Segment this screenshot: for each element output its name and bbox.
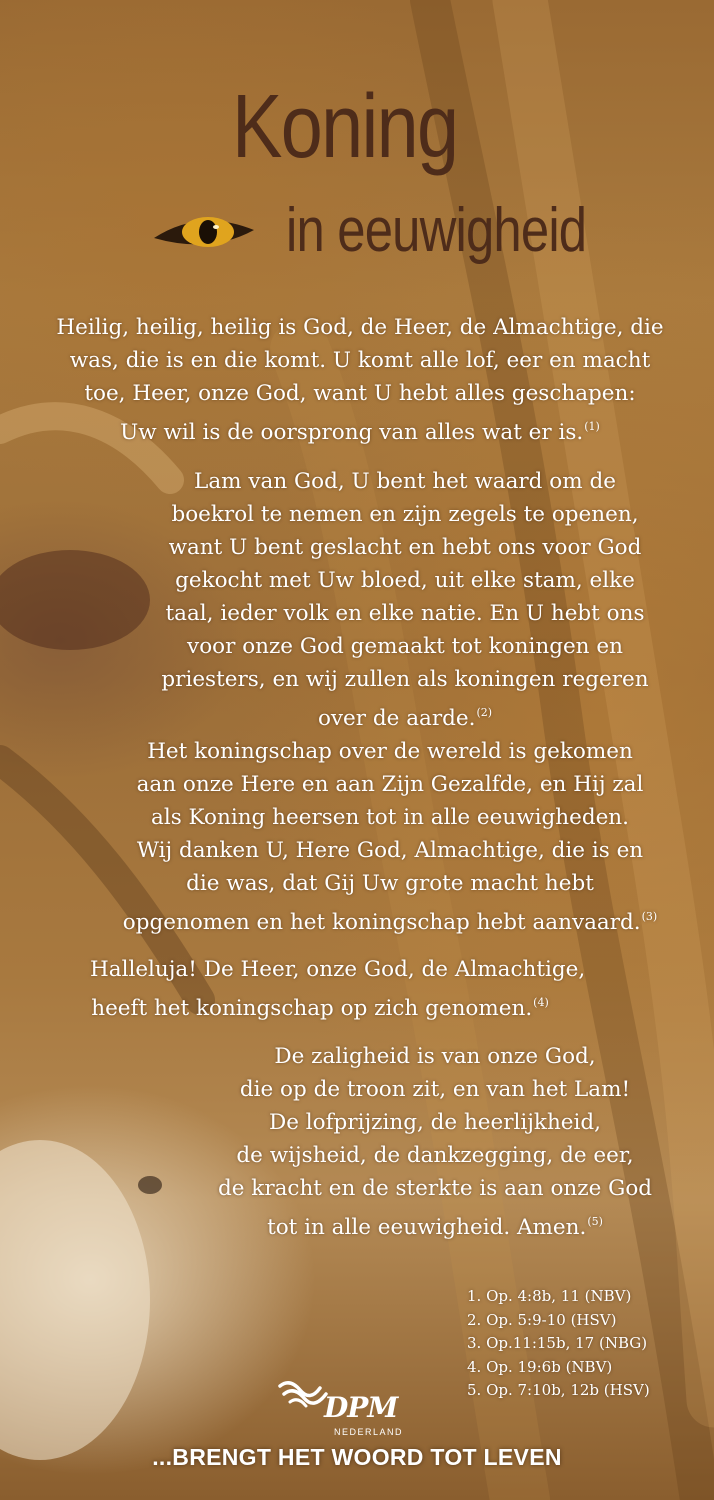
reference-item: 2. Op. 5:9-10 (HSV) bbox=[467, 1310, 617, 1329]
reference-item: 1. Op. 4:8b, 11 (NBV) bbox=[467, 1287, 632, 1305]
verse-line: tot in alle eeuwigheid. Amen. bbox=[267, 1215, 587, 1240]
dpm-logo bbox=[276, 1376, 416, 1441]
verse-line: Halleluja! De Heer, onze God, de Almachtige, bbox=[90, 957, 586, 982]
verse-line: die op de troon zit, en van het Lam! bbox=[239, 1077, 631, 1102]
logo-name: DPM bbox=[324, 1391, 398, 1424]
title-sub: in eeuwigheid bbox=[286, 196, 587, 265]
reference-item: 5. Op. 7:10b, 12b (HSV) bbox=[467, 1381, 650, 1399]
verse-line: voor onze God gemaakt tot koningen en bbox=[187, 634, 623, 659]
verse-line: Heilig, heilig, heilig is God, de Heer, de Almachtige, die bbox=[56, 315, 664, 340]
footnote-marker: (5) bbox=[587, 1215, 603, 1228]
footnote-marker: (3) bbox=[641, 910, 658, 923]
verse-line: boekrol te nemen en zijn zegels te openen, bbox=[171, 502, 639, 527]
footnote-marker: (1) bbox=[584, 420, 600, 433]
verse-line: Het koningschap over de wereld is gekomen bbox=[147, 739, 633, 764]
verse-line: taal, ieder volk en elke natie. En U hebt ons bbox=[165, 601, 645, 626]
verse-line: was, die is en die komt. U komt alle lof, eer en macht bbox=[69, 348, 651, 373]
verse-line: aan onze Here en aan Zijn Gezalfde, en Hij zal bbox=[136, 772, 644, 797]
verse-line: De zaligheid is van onze God, bbox=[274, 1044, 596, 1069]
title-main: Koning bbox=[232, 77, 458, 177]
verse-line: Wij danken U, Here God, Almachtige, die is en bbox=[136, 838, 644, 863]
verse-line: De lofprijzing, de heerlijkheid, bbox=[268, 1110, 602, 1135]
verse-3 bbox=[100, 735, 680, 939]
footnote-marker: (4) bbox=[533, 996, 549, 1009]
lion-eye bbox=[150, 208, 260, 258]
verse-line: toe, Heer, onze God, want U hebt alles geschapen: bbox=[84, 381, 636, 406]
verse-line: priesters, en wij zullen als koningen regeren bbox=[161, 667, 649, 692]
reference-list bbox=[467, 1285, 650, 1403]
verse-line: want U bent geslacht en hebt ons voor God bbox=[168, 535, 642, 560]
verse-line: Lam van God, U bent het waard om de bbox=[194, 469, 616, 494]
verse-line: die was, dat Gij Uw grote macht hebt bbox=[186, 871, 594, 896]
verse-line: de wijsheid, de dankzegging, de eer, bbox=[236, 1143, 634, 1168]
verse-5 bbox=[195, 1040, 675, 1244]
tagline: ...BRENGT HET WOORD TOT LEVEN bbox=[152, 1444, 562, 1470]
verse-line: opgenomen en het koningschap hebt aanvaard. bbox=[122, 910, 641, 935]
verse-1 bbox=[40, 311, 680, 449]
verse-2 bbox=[155, 465, 655, 735]
verse-line: gekocht met Uw bloed, uit elke stam, elke bbox=[175, 568, 635, 593]
reference-item: 4. Op. 19:6b (NBV) bbox=[467, 1357, 613, 1376]
verse-4 bbox=[90, 953, 586, 1025]
verse-line: heeft het koningschap op zich genomen. bbox=[91, 996, 533, 1021]
verse-line: Uw wil is de oorsprong van alles wat er is. bbox=[120, 420, 584, 445]
footnote-marker: (2) bbox=[476, 706, 493, 719]
verse-line: als Koning heersen tot in alle eeuwigheden. bbox=[151, 805, 629, 830]
verse-line: de kracht en de sterkte is aan onze God bbox=[217, 1176, 653, 1201]
logo-subtitle: NEDERLAND bbox=[334, 1427, 404, 1437]
reference-item: 3. Op.11:15b, 17 (NBG) bbox=[467, 1334, 648, 1352]
verse-line: over de aarde. bbox=[317, 706, 476, 731]
